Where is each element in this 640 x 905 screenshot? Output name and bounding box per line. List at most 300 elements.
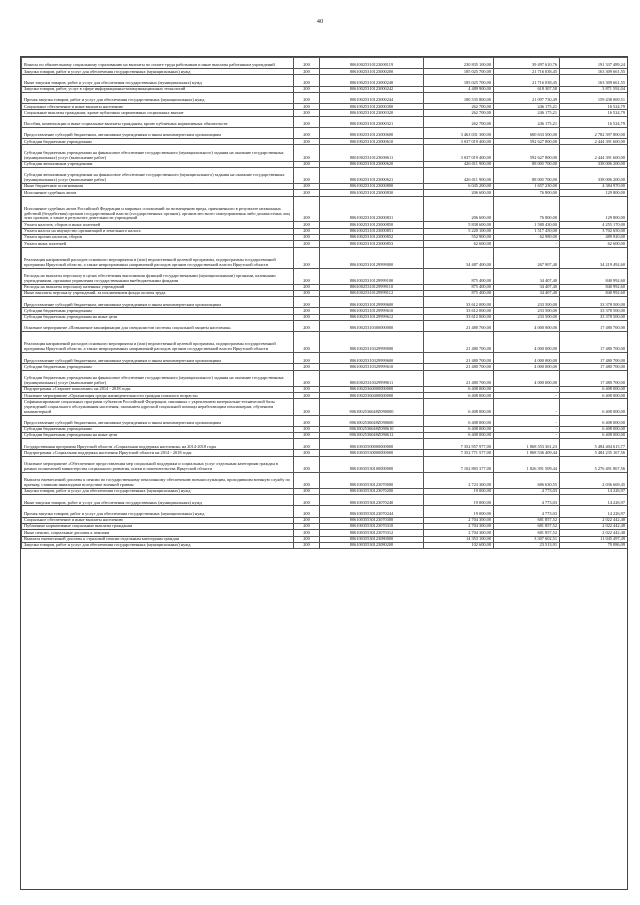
row-code-cell: 80610035530123070310 (320, 523, 424, 529)
row-remaining-amount-cell: 191 337 489,24 (560, 58, 628, 69)
row-executed-amount-cell: 4 000 000,00 (494, 332, 560, 353)
row-remaining-amount-cell: 6 408 000,00 (560, 399, 628, 415)
row-executed-amount-cell: 1 580 430,00 (494, 222, 560, 228)
row-plan-amount-cell: 262 700,00 (424, 116, 494, 127)
row-kvr-cell: 200 (294, 116, 320, 127)
row-code-cell: 80610025310123000240 (320, 75, 424, 86)
row-plan-amount-cell: 6 408 000,00 (424, 415, 494, 426)
table-row (22, 321, 628, 332)
row-plan-amount-cell: 185 025 700,00 (424, 75, 494, 86)
row-name-cell: Закупка товаров, работ, услуг в сфере информационно-коммуникационных технологий (22, 86, 294, 92)
row-executed-amount-cell: 681 857,52 (494, 530, 560, 536)
row-name-cell: Субсидии бюджетным учреждениям на иные цели (22, 432, 294, 438)
row-plan-amount-cell: 2 704 300,00 (424, 517, 494, 523)
row-remaining-amount-cell: 5 484 404 615,77 (560, 439, 628, 450)
row-name-cell: Подпрограмма «Социальная поддержка населения Иркутской области на 2014 - 2018 годы (22, 450, 294, 456)
row-executed-amount-cell: - (494, 386, 560, 392)
row-plan-amount-cell: 5 220 100,00 (424, 228, 494, 234)
row-plan-amount-cell: 2 723 300,00 (424, 472, 494, 488)
row-code-cell: 80610025310129999100 (320, 268, 424, 284)
row-executed-amount-cell: 34 407,40 (494, 284, 560, 290)
row-code-cell: 80610035530123070312 (320, 530, 424, 536)
row-code-cell: 8061002536048Z090610 (320, 426, 424, 432)
row-kvr-cell: 200 (294, 290, 320, 296)
row-remaining-amount-cell: 79 086,09 (560, 542, 628, 548)
row-code-cell: 80610025310123000852 (320, 234, 424, 240)
row-kvr-cell: 200 (294, 234, 320, 240)
row-name-cell: Пособия, компенсации и иные социальные выплаты гражданам, кроме публичных нормативных обязательств (22, 116, 294, 127)
row-plan-amount-cell: 2 704 300,00 (424, 523, 494, 529)
row-kvr-cell: 200 (294, 127, 320, 138)
row-name-cell: Реализация направлений расходов основного мероприятия и (или) ведомственной целевой программы, подпрограммы государственной программы Иркутской области, а также непрограммных направлений расходов органов государственной власти Иркутской области (22, 332, 294, 353)
row-remaining-amount-cell: 33 378 500,00 (560, 297, 628, 308)
row-executed-amount-cell: 246 175,21 (494, 104, 560, 110)
row-remaining-amount-cell: 4 255 170,00 (560, 222, 628, 228)
row-code-cell: 80610025310123000620 (320, 161, 424, 167)
row-plan-amount-cell: 2 704 300,00 (424, 530, 494, 536)
row-plan-amount-cell: 426 011 900,00 (424, 161, 494, 167)
row-name-cell: Субсидии бюджетным учреждениям (22, 139, 294, 145)
row-plan-amount-cell: 33 612 000,00 (424, 314, 494, 320)
row-kvr-cell: 200 (294, 196, 320, 222)
row-plan-amount-cell: 875 400,00 (424, 290, 494, 296)
row-plan-amount-cell: 262 700,00 (424, 110, 494, 116)
row-kvr-cell: 200 (294, 393, 320, 399)
table-row (22, 439, 628, 450)
row-plan-amount-cell: 19 000,00 (424, 506, 494, 517)
row-kvr-cell: 200 (294, 75, 320, 86)
row-name-cell: Уплата налога на имущество организаций и земельного налога (22, 228, 294, 234)
row-kvr-cell: 200 (294, 190, 320, 196)
row-plan-amount-cell: 262 700,00 (424, 104, 494, 110)
table-row (22, 196, 628, 222)
row-remaining-amount-cell: 33 378 500,00 (560, 314, 628, 320)
row-remaining-amount-cell: 17 480 700,00 (560, 364, 628, 370)
row-name-cell: Субсидии автономным учреждениям на финансовое обеспечение государственного (муниципального) задания на оказание государственных (муниципальных) услуг (выполнение работ) (22, 167, 294, 183)
row-code-cell: 80610025310123000320 (320, 110, 424, 116)
row-name-cell: Прочая закупка товаров, работ и услуг для обеспечения государственных (муниципальных) нужд (22, 506, 294, 517)
table-row (22, 92, 628, 103)
row-plan-amount-cell: 3 037 019 400,00 (424, 145, 494, 161)
row-executed-amount-cell: 592 627 800,00 (494, 145, 560, 161)
row-remaining-amount-cell: 17 480 700,00 (560, 321, 628, 332)
row-remaining-amount-cell: 6 408 000,00 (560, 386, 628, 392)
row-kvr-cell: 200 (294, 353, 320, 364)
row-name-cell: Субсидии бюджетным учреждениям на финансовое обеспечение государственного (муниципального) задания на оказание государственных (муниципальных) услуг (выполнение работ) (22, 370, 294, 386)
row-kvr-cell: 200 (294, 456, 320, 472)
row-kvr-cell: 200 (294, 247, 320, 268)
row-code-cell: 80610025310129999612 (320, 314, 424, 320)
row-code-cell: 80610025310123000800 (320, 183, 424, 189)
table-row (22, 353, 628, 364)
row-executed-amount-cell: - (494, 393, 560, 399)
row-plan-amount-cell: 19 000,00 (424, 495, 494, 506)
row-remaining-amount-cell: 33 378 500,00 (560, 308, 628, 314)
row-executed-amount-cell: 23 513,91 (494, 542, 560, 548)
row-name-cell: Субсидии бюджетным учреждениям на финансовое обеспечение государственного (муниципального) задания на оказание государственных (муниципальных) услуг (выполнение работ) (22, 145, 294, 161)
row-remaining-amount-cell: 6 408 000,00 (560, 426, 628, 432)
row-remaining-amount-cell: 17 480 700,00 (560, 353, 628, 364)
row-executed-amount-cell: 4 000 000,00 (494, 353, 560, 364)
row-remaining-amount-cell: 163 309 661,55 (560, 75, 628, 86)
row-code-cell: 80610035530123070240 (320, 495, 424, 506)
row-kvr-cell: 200 (294, 495, 320, 506)
row-code-cell: 80610035500000000000 (320, 439, 424, 450)
table-row (22, 542, 628, 548)
table-row (22, 495, 628, 506)
row-executed-amount-cell: 1 826 391 509,44 (494, 456, 560, 472)
row-executed-amount-cell: - (494, 426, 560, 432)
row-kvr-cell: 200 (294, 228, 320, 234)
row-name-cell: Субсидии бюджетным учреждениям на иные цели (22, 314, 294, 320)
row-code-cell: 80610035530123070300 (320, 517, 424, 523)
row-code-cell: 80610025310329999600 (320, 353, 424, 364)
row-name-cell: Софинансирование социальных программ субъектов Российской Федерации, связанных с укреплением материально-технической базы учреждений социального обслуживания населения, оказанием адресной социальной помощи неработающим пенсионерам, обучением компьютерной (22, 399, 294, 415)
row-remaining-amount-cell: 6 408 000,00 (560, 432, 628, 438)
row-remaining-amount-cell: 338 006 200,00 (560, 161, 628, 167)
row-remaining-amount-cell: 129 800,00 (560, 190, 628, 196)
row-plan-amount-cell: 5 838 600,00 (424, 222, 494, 228)
row-plan-amount-cell: 7 352 771 577,00 (424, 450, 494, 456)
row-kvr-cell: 200 (294, 488, 320, 494)
row-name-cell: Субсидии бюджетным учреждениям (22, 426, 294, 432)
row-code-cell: 80610025310123000851 (320, 228, 424, 234)
row-code-cell: 8061002536048Z090000 (320, 399, 424, 415)
row-plan-amount-cell: 14 353 100,00 (424, 536, 494, 542)
row-remaining-amount-cell: 489 920,00 (560, 234, 628, 240)
row-code-cell: 80610025310329999610 (320, 364, 424, 370)
row-plan-amount-cell: 7 352 957 977,00 (424, 439, 494, 450)
row-kvr-cell: 200 (294, 517, 320, 523)
row-kvr-cell: 200 (294, 314, 320, 320)
row-code-cell: 80610035530000000000 (320, 450, 424, 456)
page-number: 40 (316, 18, 324, 25)
row-remaining-amount-cell: 129 800,00 (560, 196, 628, 222)
row-name-cell: Иные пенсии, социальные доплаты к пенсиям (22, 530, 294, 536)
row-code-cell: 80610035530123070244 (320, 506, 424, 517)
row-plan-amount-cell: 21 480 700,00 (424, 321, 494, 332)
row-executed-amount-cell: 681 857,52 (494, 523, 560, 529)
row-name-cell: Уплата иных платежей (22, 241, 294, 247)
row-executed-amount-cell: 4 773,03 (494, 495, 560, 506)
table-row (22, 268, 628, 284)
row-plan-amount-cell: 206 600,00 (424, 190, 494, 196)
row-kvr-cell: 200 (294, 167, 320, 183)
row-name-cell: Основное мероприятие «Обеспечение предоставления мер социальной поддержки и социальных услуг отдельным категориям граждан в рамках полномочий министерства социального развития, опеки и попечительства Иркутской области (22, 456, 294, 472)
row-plan-amount-cell: 6 408 000,00 (424, 393, 494, 399)
row-name-cell: Иные закупки товаров, работ и услуг для обеспечения государственных (муниципальных) нужд (22, 75, 294, 86)
row-plan-amount-cell: 33 612 000,00 (424, 297, 494, 308)
row-remaining-amount-cell: 2 022 442,48 (560, 523, 628, 529)
row-name-cell: Социальное обеспечение и иные выплаты населению (22, 517, 294, 523)
row-plan-amount-cell: 206 600,00 (424, 196, 494, 222)
row-executed-amount-cell: 4 000 000,00 (494, 321, 560, 332)
row-executed-amount-cell: 21 716 038,45 (494, 75, 560, 86)
row-executed-amount-cell: 21 097 730,49 (494, 92, 560, 103)
row-code-cell: 80610025310123000853 (320, 241, 424, 247)
row-code-cell: 80610025310123000119 (320, 58, 424, 69)
row-code-cell: 80610025310123000300 (320, 104, 424, 110)
table-row (22, 472, 628, 488)
row-executed-amount-cell: 39 497 610,76 (494, 58, 560, 69)
row-code-cell: 80610025310129999110 (320, 284, 424, 290)
table-row (22, 297, 628, 308)
row-kvr-cell: 200 (294, 145, 320, 161)
row-executed-amount-cell: 21 716 038,45 (494, 69, 560, 75)
row-code-cell: 80610025310123000850 (320, 222, 424, 228)
row-name-cell: Взносы по обязательному социальному страхованию на выплаты по оплате труда работников и иные выплаты работникам учреждений (22, 58, 294, 69)
budget-table (21, 57, 628, 549)
row-remaining-amount-cell: 2 036 669,45 (560, 472, 628, 488)
row-executed-amount-cell: 681 857,52 (494, 517, 560, 523)
row-plan-amount-cell: 19 000,00 (424, 488, 494, 494)
row-remaining-amount-cell: 3 702 650,00 (560, 228, 628, 234)
row-plan-amount-cell: 6 408 000,00 (424, 432, 494, 438)
row-kvr-cell: 200 (294, 183, 320, 189)
row-plan-amount-cell: 21 480 700,00 (424, 332, 494, 353)
row-remaining-amount-cell: 17 480 700,00 (560, 332, 628, 353)
row-plan-amount-cell: 180 535 800,00 (424, 92, 494, 103)
row-remaining-amount-cell: 338 006 200,00 (560, 167, 628, 183)
row-executed-amount-cell: 267 907,40 (494, 247, 560, 268)
row-code-cell: 80610025310129999112 (320, 290, 424, 296)
table-row (22, 456, 628, 472)
row-code-cell: 80610025310129999000 (320, 247, 424, 268)
row-kvr-cell: 200 (294, 399, 320, 415)
row-executed-amount-cell: - (494, 399, 560, 415)
row-name-cell: Закупка товаров, работ и услуг для обеспечения государственных (муниципальных) нужд (22, 69, 294, 75)
row-remaining-amount-cell: 11 045 497,49 (560, 536, 628, 542)
row-kvr-cell: 200 (294, 536, 320, 542)
row-code-cell: 80610035530123070200 (320, 488, 424, 494)
row-remaining-amount-cell: 2 444 391 600,00 (560, 145, 628, 161)
row-executed-amount-cell: 1 868 553 361,23 (494, 439, 560, 450)
row-remaining-amount-cell: 840 992,60 (560, 268, 628, 284)
row-name-cell: Исполнение судебных актов Российской Федерации и мировых соглашений по возмещению вреда, причиненного в результате незаконных действий (бездействия) органов государственной власти (государственных органов), органов местного самоуправления либо должностных лиц этих органов, а также в результате деятельности учреждений (22, 196, 294, 222)
row-name-cell: Основное мероприятие «Повышение квалификации для специалистов системы социальной защиты населения» (22, 321, 294, 332)
row-name-cell: Предоставление субсидий бюджетным, автономным учреждениям и иным некоммерческим организациям (22, 353, 294, 364)
table-row (22, 415, 628, 426)
row-executed-amount-cell: - (494, 432, 560, 438)
table-row (22, 247, 628, 268)
row-code-cell: 8061002536048Z090612 (320, 432, 424, 438)
row-executed-amount-cell: - (494, 415, 560, 426)
row-code-cell: 80610025310129999600 (320, 297, 424, 308)
row-kvr-cell: 200 (294, 297, 320, 308)
row-name-cell: Закупка товаров, работ и услуг для обеспечения государственных (муниципальных) нужд (22, 488, 294, 494)
row-plan-amount-cell: 7 102 883 377,00 (424, 456, 494, 472)
row-remaining-amount-cell: 14 226,97 (560, 506, 628, 517)
row-kvr-cell: 200 (294, 415, 320, 426)
row-remaining-amount-cell: 5 276 491 867,56 (560, 456, 628, 472)
row-kvr-cell: 200 (294, 523, 320, 529)
row-executed-amount-cell: 1 868 536 409,44 (494, 450, 560, 456)
row-kvr-cell: 200 (294, 426, 320, 432)
row-plan-amount-cell: 33 612 000,00 (424, 308, 494, 314)
row-executed-amount-cell: 246 175,21 (494, 110, 560, 116)
row-kvr-cell: 200 (294, 432, 320, 438)
row-remaining-amount-cell: 159 438 069,51 (560, 92, 628, 103)
row-remaining-amount-cell: 2 022 442,48 (560, 530, 628, 536)
row-code-cell: 8061002536048Z090600 (320, 415, 424, 426)
row-code-cell: 80610025310300000000 (320, 321, 424, 332)
row-name-cell: Уплата прочих налогов, сборов (22, 234, 294, 240)
row-plan-amount-cell: 21 480 700,00 (424, 364, 494, 370)
row-executed-amount-cell: 88 005 700,00 (494, 161, 560, 167)
row-name-cell: Субсидии бюджетным учреждениям (22, 308, 294, 314)
row-name-cell: Исполнение судебных актов (22, 190, 294, 196)
row-plan-amount-cell: 21 480 700,00 (424, 370, 494, 386)
row-plan-amount-cell: 4 489 900,00 (424, 86, 494, 92)
row-code-cell: 80610035530123080000 (320, 536, 424, 542)
row-remaining-amount-cell: 62 600,00 (560, 241, 628, 247)
row-name-cell: Основное мероприятие «Организация среды жизнедеятельности граждан пожилого возраста» (22, 393, 294, 399)
row-kvr-cell: 200 (294, 139, 320, 145)
row-kvr-cell: 200 (294, 439, 320, 450)
row-name-cell: Иные закупки товаров, работ и услуг для обеспечения государственных (муниципальных) нужд (22, 495, 294, 506)
row-executed-amount-cell: 246 175,21 (494, 116, 560, 127)
table-row (22, 58, 628, 69)
row-plan-amount-cell: 21 480 700,00 (424, 353, 494, 364)
row-name-cell: Социальные выплаты гражданам, кроме публичных нормативных социальных выплат (22, 110, 294, 116)
row-name-cell: Выплата ежемесячной доплаты к пенсии по государственному пенсионному обеспечению военнослужащим, проходившим военную службу по призыву, ставшим инвалидами вследствие военной травмы (22, 472, 294, 488)
row-plan-amount-cell: 3 463 031 300,00 (424, 127, 494, 138)
row-plan-amount-cell: 426 011 900,00 (424, 167, 494, 183)
row-remaining-amount-cell: 2 782 397 800,00 (560, 127, 628, 138)
row-kvr-cell: 200 (294, 321, 320, 332)
row-executed-amount-cell: 680 633 500,00 (494, 127, 560, 138)
row-plan-amount-cell: 875 400,00 (424, 268, 494, 284)
row-executed-amount-cell: 233 500,00 (494, 297, 560, 308)
table-row (22, 332, 628, 353)
table-row (22, 399, 628, 415)
row-plan-amount-cell: 6 408 000,00 (424, 386, 494, 392)
row-name-cell: Прочая закупка товаров, работ и услуг для обеспечения государственных (муниципальных) нужд (22, 92, 294, 103)
row-executed-amount-cell: 3 307 602,51 (494, 536, 560, 542)
budget-table-body (22, 58, 628, 549)
row-kvr-cell: 200 (294, 241, 320, 247)
row-remaining-amount-cell: 6 408 000,00 (560, 415, 628, 426)
row-name-cell: Расходы на выплаты персоналу в целях обеспечения выполнения функций государственными (муниципальными) органами, казенными учреждениями, органами управления государственными внебюджетными фондами (22, 268, 294, 284)
row-executed-amount-cell: 4 773,03 (494, 488, 560, 494)
row-kvr-cell: 200 (294, 110, 320, 116)
row-executed-amount-cell: 34 407,40 (494, 290, 560, 296)
row-kvr-cell: 200 (294, 86, 320, 92)
row-code-cell: 80610025360000000000 (320, 386, 424, 392)
row-code-cell: 80610025360400000000 (320, 393, 424, 399)
table-row (22, 167, 628, 183)
row-kvr-cell: 200 (294, 92, 320, 103)
row-remaining-amount-cell: 2 022 442,48 (560, 517, 628, 523)
row-remaining-amount-cell: 16 524,79 (560, 116, 628, 127)
table-row (22, 145, 628, 161)
row-kvr-cell: 200 (294, 104, 320, 110)
row-name-cell: Государственная программа Иркутской области «Социальная поддержка населения» на 2014-2018 годы (22, 439, 294, 450)
row-name-cell: Предоставление субсидий бюджетным, автономным учреждениям и иным некоммерческим организациям (22, 297, 294, 308)
row-name-cell: Уплата налогов, сборов и иных платежей (22, 222, 294, 228)
row-name-cell: Выплата ежемесячной доплаты к страховой пенсии отдельным категориям граждан (22, 536, 294, 542)
row-remaining-amount-cell: 2 444 391 600,00 (560, 139, 628, 145)
row-plan-amount-cell: 34 487 400,00 (424, 247, 494, 268)
row-code-cell: 80610025310123000621 (320, 167, 424, 183)
row-code-cell: 80610025310123000321 (320, 116, 424, 127)
row-plan-amount-cell: 6 408 000,00 (424, 426, 494, 432)
row-executed-amount-cell: 88 005 700,00 (494, 167, 560, 183)
row-code-cell: 80610025310123000242 (320, 86, 424, 92)
row-remaining-amount-cell: 17 480 700,00 (560, 370, 628, 386)
row-remaining-amount-cell: 5 484 235 167,56 (560, 450, 628, 456)
row-kvr-cell: 200 (294, 268, 320, 284)
row-executed-amount-cell: 62 980,00 (494, 234, 560, 240)
row-remaining-amount-cell: 163 309 661,55 (560, 69, 628, 75)
row-remaining-amount-cell: 6 408 000,00 (560, 393, 628, 399)
row-name-cell: Иные бюджетные ассигнования (22, 183, 294, 189)
row-remaining-amount-cell: 16 524,79 (560, 104, 628, 110)
row-name-cell: Реализация направлений расходов основного мероприятия и (или) ведомственной целевой программы, подпрограммы государственной программы Иркутской области, а также непрограммных направлений расходов органов государственной власти Иркутской области (22, 247, 294, 268)
table-row (22, 75, 628, 86)
row-plan-amount-cell: 6 408 000,00 (424, 399, 494, 415)
row-plan-amount-cell: 185 025 700,00 (424, 69, 494, 75)
row-executed-amount-cell: 686 630,55 (494, 472, 560, 488)
budget-table-frame (20, 56, 628, 890)
row-kvr-cell: 200 (294, 222, 320, 228)
row-name-cell: Закупка товаров, работ и услуг для обеспечения государственных (муниципальных) нужд (22, 542, 294, 548)
row-code-cell: 80610025310329999000 (320, 332, 424, 353)
row-plan-amount-cell: 552 900,00 (424, 234, 494, 240)
row-executed-amount-cell: - (494, 241, 560, 247)
table-row (22, 127, 628, 138)
row-name-cell: Подпрограмма «Старшее поколение» на 2014 - 2018 годы (22, 386, 294, 392)
row-kvr-cell: 200 (294, 542, 320, 548)
row-name-cell: Предоставление субсидий бюджетным, автономным учреждениям и иным некоммерческим организациям (22, 127, 294, 138)
row-kvr-cell: 200 (294, 284, 320, 290)
row-kvr-cell: 200 (294, 530, 320, 536)
row-remaining-amount-cell: 3 871 592,04 (560, 86, 628, 92)
row-kvr-cell: 200 (294, 506, 320, 517)
row-plan-amount-cell: 6 045 200,00 (424, 183, 494, 189)
row-executed-amount-cell: 4 773,03 (494, 506, 560, 517)
row-remaining-amount-cell: 14 226,97 (560, 495, 628, 506)
row-name-cell: Иные выплаты персоналу учреждений, за исключением фонда оплаты труда (22, 290, 294, 296)
row-kvr-cell: 200 (294, 308, 320, 314)
row-remaining-amount-cell: 4 384 970,00 (560, 183, 628, 189)
row-code-cell: 80610035530123070000 (320, 472, 424, 488)
row-kvr-cell: 200 (294, 472, 320, 488)
row-name-cell: Расходы на выплаты персоналу казенных учреждений (22, 284, 294, 290)
row-executed-amount-cell: 618 307,58 (494, 86, 560, 92)
row-code-cell: 80610025310329999611 (320, 370, 424, 386)
row-code-cell: 80610025310123000611 (320, 145, 424, 161)
row-executed-amount-cell: 76 800,00 (494, 196, 560, 222)
row-executed-amount-cell: 233 500,00 (494, 308, 560, 314)
row-code-cell: 80610035530100000000 (320, 456, 424, 472)
row-executed-amount-cell: 1 657 230,00 (494, 183, 560, 189)
row-plan-amount-cell: 102 600,00 (424, 542, 494, 548)
row-remaining-amount-cell: 16 524,79 (560, 110, 628, 116)
row-executed-amount-cell: 34 407,40 (494, 268, 560, 284)
row-name-cell: Социальное обеспечение и иные выплаты населению (22, 104, 294, 110)
row-kvr-cell: 200 (294, 58, 320, 69)
table-row (22, 506, 628, 517)
row-code-cell: 80610025310123000610 (320, 139, 424, 145)
row-kvr-cell: 200 (294, 386, 320, 392)
row-kvr-cell: 200 (294, 332, 320, 353)
row-plan-amount-cell: 230 835 100,00 (424, 58, 494, 69)
row-code-cell: 80610025310123000830 (320, 190, 424, 196)
row-remaining-amount-cell: 840 992,60 (560, 284, 628, 290)
table-row (22, 116, 628, 127)
row-executed-amount-cell: 592 627 800,00 (494, 139, 560, 145)
